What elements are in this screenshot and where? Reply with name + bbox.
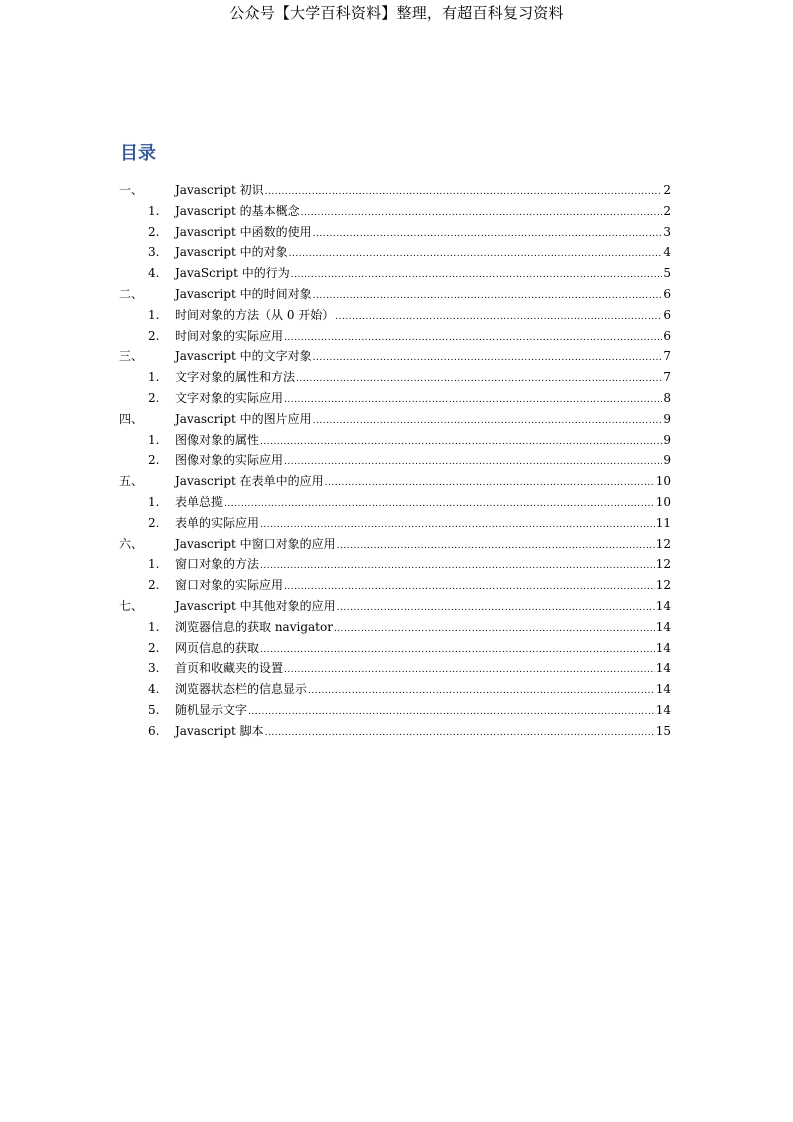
toc-dot-leader xyxy=(284,660,655,681)
toc-entry-number: 1. xyxy=(148,557,160,572)
toc-dot-leader xyxy=(260,640,655,661)
toc-entry-number: 2. xyxy=(148,453,160,468)
toc-entry-number: 2. xyxy=(148,391,160,405)
toc-entry-page-number: 11 xyxy=(655,515,671,530)
toc-dot-leader xyxy=(325,473,655,494)
toc-section-entry[interactable] xyxy=(0,367,793,388)
toc-entry-line xyxy=(175,617,671,640)
toc-dot-leader xyxy=(308,681,655,702)
toc-section-entry[interactable] xyxy=(0,658,793,679)
toc-entry-page-number: 14 xyxy=(655,661,671,676)
toc-entry-title: Javascript 的基本概念 xyxy=(175,203,300,218)
toc-entry-page-number: 6 xyxy=(663,287,671,301)
toc-entry-page-number: 14 xyxy=(655,682,671,697)
toc-entry-title: 时间对象的方法（从 0 开始） xyxy=(175,307,335,322)
toc-dot-leader xyxy=(260,432,662,453)
toc-section-entry[interactable] xyxy=(0,430,793,451)
toc-dot-leader xyxy=(313,286,663,307)
toc-dot-leader xyxy=(260,556,655,577)
toc-chapter-entry[interactable] xyxy=(0,596,793,617)
toc-entry-page-number: 14 xyxy=(655,703,671,717)
toc-entry-title: 随机显示文字 xyxy=(175,703,248,717)
page-header: 公众号【大学百科资料】整理，有超百科复习资料 xyxy=(229,4,564,22)
toc-entry-title: 首页和收藏夹的设置 xyxy=(175,661,284,676)
toc-entry-page-number: 8 xyxy=(663,391,671,405)
toc-entry-number: 六、 xyxy=(119,536,144,551)
toc-entry-page-number: 2 xyxy=(663,203,671,218)
toc-entry-page-number: 9 xyxy=(663,411,671,426)
toc-entry-page-number: 5 xyxy=(663,266,671,281)
toc-entry-line xyxy=(175,658,671,681)
toc-entry-page-number: 12 xyxy=(655,557,671,572)
toc-entry-number: 4. xyxy=(148,682,160,697)
toc-entry-page-number: 14 xyxy=(655,599,671,613)
toc-entry-number: 1. xyxy=(148,203,160,218)
toc-entry-line xyxy=(175,450,671,473)
toc-section-entry[interactable] xyxy=(0,242,793,263)
toc-entry-line xyxy=(175,326,671,349)
toc-entry-title: 表单的实际应用 xyxy=(175,515,260,530)
toc-entry-line xyxy=(175,638,671,661)
toc-entry-number: 5. xyxy=(148,703,160,717)
toc-entry-line xyxy=(175,367,671,390)
toc-section-entry[interactable] xyxy=(0,388,793,409)
toc-dot-leader xyxy=(291,265,663,286)
toc-section-entry[interactable] xyxy=(0,201,793,222)
toc-entry-line xyxy=(175,305,671,328)
toc-title: 目录 xyxy=(120,143,156,164)
toc-dot-leader xyxy=(284,390,662,411)
toc-section-entry[interactable] xyxy=(0,222,793,243)
toc-entry-line xyxy=(175,242,671,265)
toc-dot-leader xyxy=(301,203,663,224)
toc-entry-line xyxy=(175,721,671,744)
toc-entry-line xyxy=(175,409,671,432)
toc-entry-number: 1. xyxy=(148,619,160,634)
toc-entry-number: 2. xyxy=(148,640,160,655)
toc-entry-title: 浏览器信息的获取 navigator xyxy=(175,619,333,634)
toc-dot-leader xyxy=(313,348,663,369)
toc-entry-number: 2. xyxy=(148,224,160,239)
toc-entry-line xyxy=(175,201,671,224)
toc-entry-number: 3. xyxy=(148,661,160,676)
toc-entry-line xyxy=(175,679,671,702)
toc-entry-line xyxy=(175,700,671,723)
toc-entry-number: 1. xyxy=(148,495,160,509)
toc-entry-page-number: 14 xyxy=(655,640,671,655)
toc-section-entry[interactable] xyxy=(0,263,793,284)
toc-entry-page-number: 12 xyxy=(655,536,671,551)
toc-entry-number: 七、 xyxy=(119,599,144,613)
toc-entry-line xyxy=(175,554,671,577)
toc-entry-number: 6. xyxy=(148,723,160,738)
toc-entry-page-number: 6 xyxy=(663,307,671,322)
toc-chapter-entry[interactable] xyxy=(0,534,793,555)
toc-entry-number: 3. xyxy=(148,245,160,260)
toc-section-entry[interactable] xyxy=(0,721,793,742)
toc-entry-title: Javascript 中的对象 xyxy=(175,245,288,260)
toc-dot-leader xyxy=(284,328,662,349)
toc-entry-title: 网页信息的获取 xyxy=(175,640,260,655)
toc-entry-line xyxy=(175,346,671,369)
toc-entry-title: Javascript 初识 xyxy=(175,183,264,197)
toc-entry-number: 一、 xyxy=(119,183,144,197)
toc-section-entry[interactable] xyxy=(0,554,793,575)
toc-dot-leader xyxy=(337,536,655,557)
toc-section-entry[interactable] xyxy=(0,617,793,638)
toc-dot-leader xyxy=(313,411,663,432)
toc-dot-leader xyxy=(265,723,655,744)
toc-entry-page-number: 9 xyxy=(663,432,671,447)
toc-section-entry[interactable] xyxy=(0,450,793,471)
toc-section-entry[interactable] xyxy=(0,679,793,700)
toc-section-entry[interactable] xyxy=(0,492,793,513)
toc-entry-line xyxy=(175,575,671,598)
toc-entry-number: 1. xyxy=(148,307,160,322)
toc-dot-leader xyxy=(289,244,663,265)
toc-entry-number: 四、 xyxy=(119,411,144,426)
toc-entry-number: 4. xyxy=(148,266,160,281)
toc-dot-leader xyxy=(224,494,655,515)
toc-entry-page-number: 3 xyxy=(663,224,671,239)
toc-entry-line xyxy=(175,388,671,411)
toc-dot-leader xyxy=(296,369,662,390)
toc-entry-title: Javascript 中其他对象的应用 xyxy=(175,599,336,613)
toc-entry-title: 图像对象的属性 xyxy=(175,432,260,447)
toc-dot-leader xyxy=(335,307,662,328)
toc-section-entry[interactable] xyxy=(0,326,793,347)
toc-entry-line xyxy=(175,284,671,307)
toc-entry-line xyxy=(175,513,671,536)
toc-dot-leader xyxy=(337,598,655,619)
toc-entry-number: 二、 xyxy=(119,287,144,301)
toc-entry-title: Javascript 中的图片应用 xyxy=(175,411,312,426)
toc-dot-leader xyxy=(313,224,663,245)
toc-entry-title: Javascript 脚本 xyxy=(175,723,264,738)
toc-entry-line xyxy=(175,534,671,557)
toc-entry-title: Javascript 在表单中的应用 xyxy=(175,474,324,489)
toc-entry-title: 文字对象的实际应用 xyxy=(175,391,284,405)
toc-chapter-entry[interactable] xyxy=(0,346,793,367)
toc-entry-page-number: 7 xyxy=(663,349,671,364)
toc-entry-line xyxy=(175,180,671,203)
toc-entry-number: 1. xyxy=(148,370,160,385)
toc-dot-leader xyxy=(260,515,655,536)
toc-section-entry[interactable] xyxy=(0,513,793,534)
toc-entry-line xyxy=(175,263,671,286)
toc-entry-page-number: 14 xyxy=(655,619,671,634)
toc-entry-page-number: 6 xyxy=(663,328,671,343)
toc-entry-page-number: 2 xyxy=(663,183,671,197)
toc-entry-line xyxy=(175,492,671,515)
toc-entry-title: 时间对象的实际应用 xyxy=(175,328,284,343)
toc-dot-leader xyxy=(265,182,663,203)
toc-entry-title: Javascript 中的时间对象 xyxy=(175,287,312,301)
toc-entry-page-number: 7 xyxy=(663,370,671,385)
toc-chapter-entry[interactable] xyxy=(0,409,793,430)
toc-entry-number: 1. xyxy=(148,432,160,447)
toc-entry-number: 2. xyxy=(148,515,160,530)
toc-entry-title: 窗口对象的实际应用 xyxy=(175,578,284,593)
toc-section-entry[interactable] xyxy=(0,575,793,596)
toc-section-entry[interactable] xyxy=(0,305,793,326)
toc-entry-title: JavaScript 中的行为 xyxy=(175,266,290,281)
toc-entry-title: 浏览器状态栏的信息显示 xyxy=(175,682,308,697)
toc-entry-title: 文字对象的属性和方法 xyxy=(175,370,296,385)
toc-entry-number: 五、 xyxy=(119,474,144,489)
toc-entry-number: 2. xyxy=(148,328,160,343)
toc-entry-title: Javascript 中窗口对象的应用 xyxy=(175,536,336,551)
toc-entry-page-number: 10 xyxy=(655,495,671,509)
toc-entry-page-number: 15 xyxy=(655,723,671,738)
toc-section-entry[interactable] xyxy=(0,638,793,659)
toc-entry-page-number: 4 xyxy=(663,245,671,260)
toc-entry-title: 窗口对象的方法 xyxy=(175,557,260,572)
toc-dot-leader xyxy=(248,702,655,723)
toc-section-entry[interactable] xyxy=(0,700,793,721)
toc-entry-line xyxy=(175,596,671,619)
toc-entry-number: 三、 xyxy=(119,349,144,364)
toc-entry-line xyxy=(175,222,671,245)
toc-entry-title: 表单总揽 xyxy=(175,495,224,509)
toc-chapter-entry[interactable] xyxy=(0,284,793,305)
toc-dot-leader xyxy=(284,452,662,473)
toc-dot-leader xyxy=(334,619,655,640)
toc-dot-leader xyxy=(284,577,655,598)
toc-entry-line xyxy=(175,471,671,494)
toc-entry-number: 2. xyxy=(148,578,160,593)
toc-entry-page-number: 10 xyxy=(655,474,671,489)
toc-entry-title: Javascript 中函数的使用 xyxy=(175,224,312,239)
toc-chapter-entry[interactable] xyxy=(0,180,793,201)
toc-entry-title: 图像对象的实际应用 xyxy=(175,453,284,468)
toc-entry-page-number: 12 xyxy=(655,578,671,593)
toc-entry-line xyxy=(175,430,671,453)
toc-chapter-entry[interactable] xyxy=(0,471,793,492)
toc-entry-title: Javascript 中的文字对象 xyxy=(175,349,312,364)
toc-entry-page-number: 9 xyxy=(663,453,671,468)
